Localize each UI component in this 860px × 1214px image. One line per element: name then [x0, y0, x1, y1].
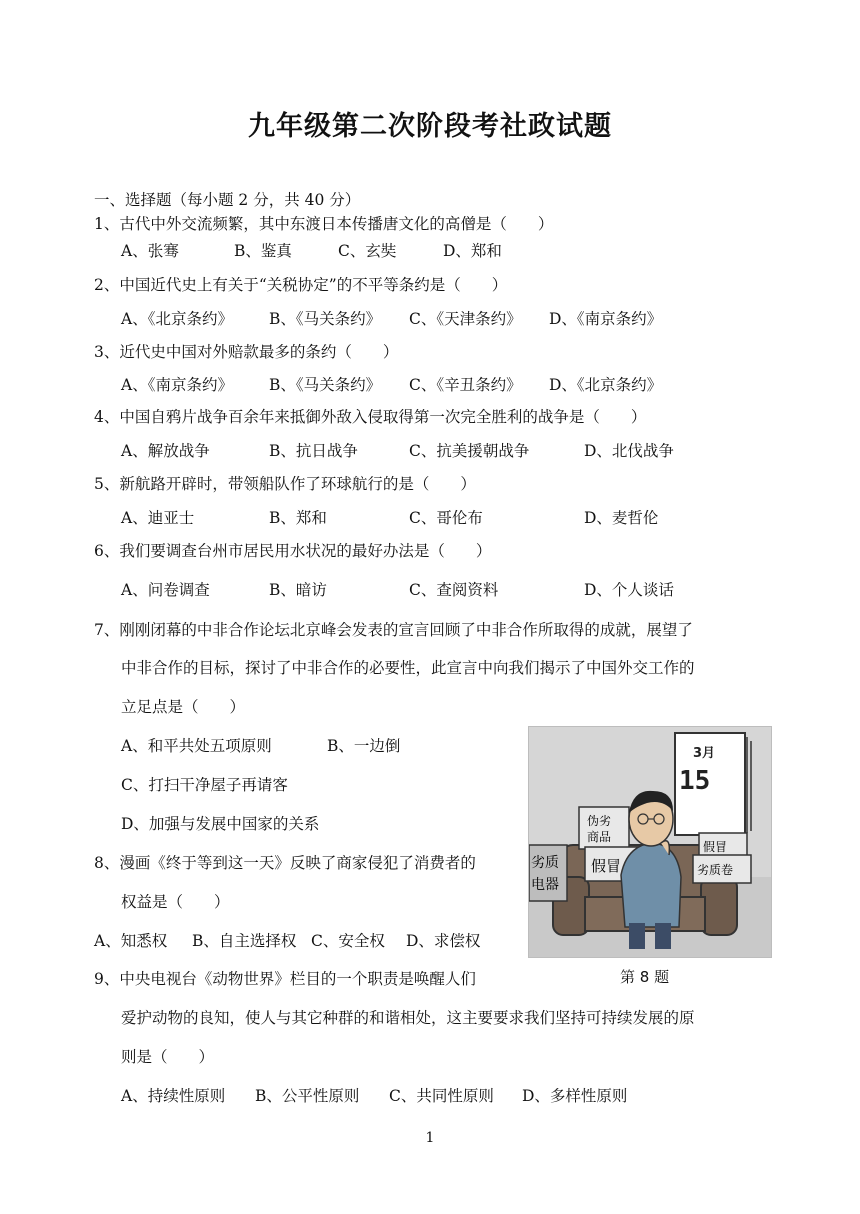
svg-text:商品: 商品	[587, 830, 612, 844]
cartoon-illustration	[528, 726, 772, 958]
option: C、《天津条约》	[409, 310, 522, 328]
question-2-stem: 2、中国近代史上有关于“关税协定”的不平等条约是（ ）	[94, 276, 508, 294]
option: C、抗美援朝战争	[409, 442, 530, 460]
option: C、《辛丑条约》	[409, 376, 522, 394]
option: A、持续性原则	[121, 1087, 226, 1105]
option: D、个人谈话	[584, 581, 674, 599]
question-9-line-2: 爱护动物的良知，使人与其它种群的和谐相处，这主要要求我们坚持可持续发展的原	[121, 1009, 695, 1027]
option: D、多样性原则	[522, 1087, 628, 1105]
option: A、问卷调查	[121, 581, 210, 599]
option: B、《马关条约》	[269, 376, 382, 394]
cartoon-drawing	[529, 727, 771, 957]
option: C、查阅资料	[409, 581, 499, 599]
question-5-options	[121, 508, 658, 528]
question-6-stem: 6、我们要调查台州市居民用水状况的最好办法是（ ）	[94, 542, 492, 560]
question-9-line-1: 9、中央电视台《动物世界》栏目的一个职责是唤醒人们	[94, 970, 476, 988]
option: C、玄奘	[338, 242, 397, 260]
question-7-option-d: D、加强与发展中国家的关系	[121, 815, 320, 833]
option: B、公平性原则	[255, 1087, 360, 1105]
option: D、《北京条约》	[549, 376, 663, 394]
question-8-line-2: 权益是（ ）	[121, 893, 230, 911]
calendar-month: 3月	[693, 746, 716, 761]
question-9-line-3: 则是（ ）	[121, 1048, 215, 1066]
option: B、郑和	[269, 509, 327, 527]
option: C、安全权	[311, 932, 385, 950]
page-title: 九年级第二次阶段考社政试题	[248, 111, 612, 142]
option: B、暗访	[269, 581, 327, 599]
option: A、和平共处五项原则	[121, 737, 272, 755]
option: D、北伐战争	[584, 442, 674, 460]
option: A、《北京条约》	[121, 310, 233, 328]
question-5-stem: 5、新航路开辟时，带领船队作了环球航行的是（ ）	[94, 475, 476, 493]
option: B、抗日战争	[269, 442, 358, 460]
question-6-options	[121, 580, 674, 600]
option: B、鉴真	[234, 242, 292, 260]
question-4-stem: 4、中国自鸦片战争百余年来抵御外敌入侵取得第一次完全胜利的战争是（ ）	[94, 408, 647, 426]
figure-caption: 第 8 题	[620, 968, 670, 986]
question-2-options	[121, 309, 662, 329]
option: D、郑和	[443, 242, 502, 260]
svg-text:劣质: 劣质	[531, 855, 559, 871]
calendar-icon	[675, 733, 751, 835]
option: B、《马关条约》	[269, 310, 382, 328]
question-7-option-c: C、打扫干净屋子再请客	[121, 776, 288, 794]
option: A、知悉权	[94, 932, 168, 950]
svg-text:电器: 电器	[531, 877, 559, 893]
question-7-line-3: 立足点是（ ）	[121, 698, 246, 716]
option: C、哥伦布	[409, 509, 483, 527]
svg-text:劣质卷: 劣质卷	[697, 863, 734, 877]
question-8-options	[94, 931, 480, 951]
question-1-stem: 1、古代中外交流频繁，其中东渡日本传播唐文化的高僧是（ ）	[94, 215, 554, 233]
question-3-options	[121, 375, 662, 395]
option: A、解放战争	[121, 442, 210, 460]
calendar-day: 15	[679, 766, 711, 796]
section-heading: 一、选择题（每小题 2 分，共 40 分）	[94, 191, 361, 209]
question-9-options	[121, 1086, 627, 1106]
option: A、《南京条约》	[121, 376, 233, 394]
question-4-options	[121, 441, 674, 461]
option: A、张骞	[121, 242, 179, 260]
option: C、共同性原则	[389, 1087, 494, 1105]
question-7-line-1: 7、刚刚闭幕的中非合作论坛北京峰会发表的宣言回顾了中非合作所取得的成就，展望了	[94, 621, 693, 639]
svg-text:假冒: 假冒	[591, 857, 622, 875]
question-7-line-2: 中非合作的目标，探讨了中非合作的必要性，此宣言中向我们揭示了中国外交工作的	[121, 659, 695, 677]
svg-text:伪劣: 伪劣	[587, 814, 612, 828]
svg-text:假冒: 假冒	[703, 840, 728, 854]
question-8-line-1: 8、漫画《终于等到这一天》反映了商家侵犯了消费者的	[94, 854, 476, 872]
option: D、麦哲伦	[584, 509, 659, 527]
question-1-options	[121, 241, 502, 261]
question-7-options-ab	[121, 736, 400, 756]
man-figure-icon	[621, 791, 681, 949]
page-number: 1	[425, 1130, 435, 1146]
option: B、一边倒	[327, 737, 401, 755]
option: B、自主选择权	[192, 932, 297, 950]
question-3-stem: 3、近代史中国对外赔款最多的条约（ ）	[94, 343, 399, 361]
option: D、《南京条约》	[549, 310, 663, 328]
option: A、迪亚士	[121, 509, 195, 527]
option: D、求偿权	[406, 932, 481, 950]
